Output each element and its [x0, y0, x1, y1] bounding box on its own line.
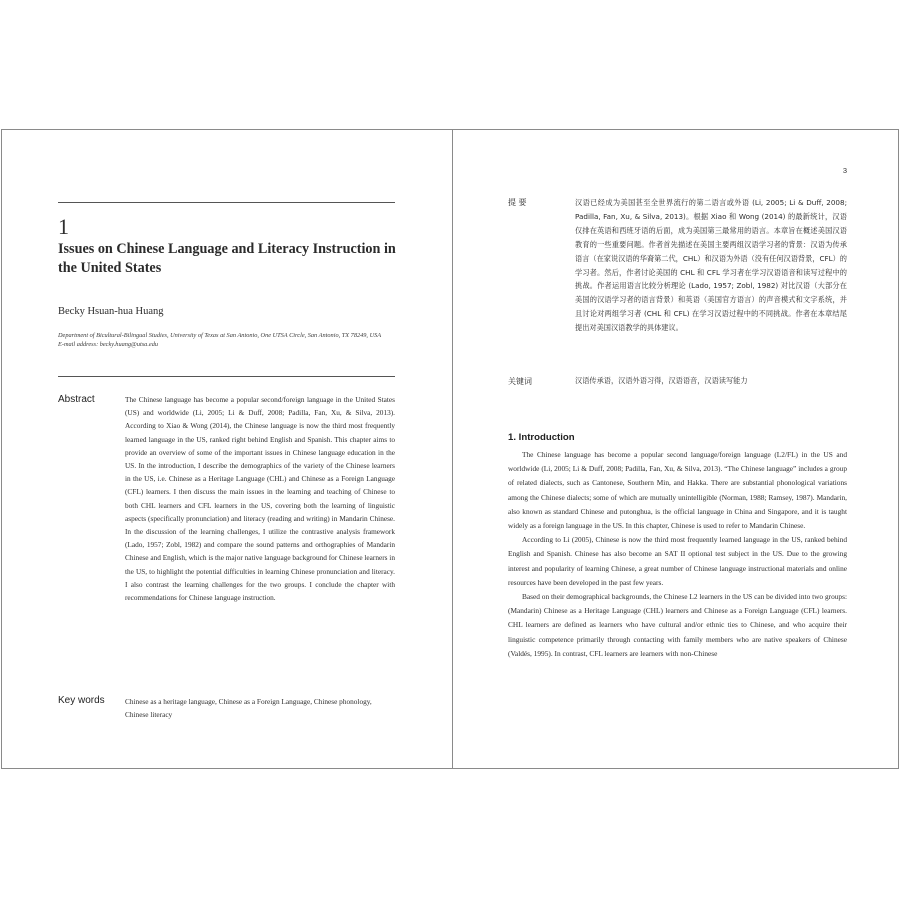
- chapter-number: 1: [58, 214, 69, 239]
- zh-abstract-text: 汉语已经成为美国甚至全世界流行的第二语言或外语 (Li, 2005; Li & Duff, 2008; Padilla, Fan, Xu, & Silva, 2013)。根据 Xiao 和 Wong (2014) 的最新统计，汉语仅排在英语和西班牙语的后面，成为美国第三最常用的语言。本章旨在概述美国汉语教育的一些重要问题。作者首先描述在美国主要两组汉语学习者的背景：汉语为传承语言（在家说汉语的华裔第二代，CHL）和汉语为外语（没有任何汉语背景，CFL）的学习者。然后，作者讨论美国的 CHL 和 CFL 学习者在学习汉语语音和读写过程中的挑战。作者运用语言比较分析理论 (Lado, 1957; Zobl, 1982) 对比汉语（大部分在美国的汉语学习者的语言背景）和英语（美国官方语言）的声音模式和文字系统，并且讨论对两组学习者 (CHL 和 CFL) 在学习汉语过程中的不同挑战。作者在本章结尾提出对美国汉语教学的具体建议。: [575, 198, 847, 333]
- zh-keywords-text: 汉语传承语，汉语外语习得，汉语语音，汉语读写能力: [575, 376, 748, 385]
- intro-paragraph: According to Li (2005), Chinese is now the third most frequently learned language in the US, ranked behind English and Spanish. Chinese has also become an SAT II optional test subject in the US. Due to the growing interest and popularity of learning Chinese, a great number of Chinese language instructional materials and online resources have been developed in the past few years.: [508, 535, 847, 587]
- author-name: Becky Hsuan-hua Huang: [58, 306, 164, 317]
- keywords-heading: Key words: [58, 695, 105, 706]
- chapter-title: Issues on Chinese Language and Literacy Instruction in the United States: [58, 241, 396, 276]
- abstract-text: The Chinese language has become a popular second/foreign language in the United States (US) and worldwide (Li, 2005; Li & Duff, 2008; Padilla, Fan, Xu, & Silva, 2013). According to Xiao & Wong (2014), the Chinese language is now the third most frequently learned language in the US, ranked right behind English and Spanish. This chapter aims to provide an overview of some of the important issues in Chinese language education in the US. In the introduction, I describe the demographics of the variety of the Chinese learners in the US, i.e. Chinese as a Heritage Language (CHL) and Chinese as a Foreign Language (CFL) learners. I then discuss the main issues in the learning and teaching of Chinese to both CHL learners and CFL learners in the US, covering both the learning of linguistic aspects (specifically pronunciation) and literacy (reading and writing) in Mandarin Chinese. In the discussion of the learning challenges, I utilize the contrastive analysis framework (Lado, 1957; Zobl, 1982) and compare the sound patterns and orthographies of Mandarin Chinese and English, which is the major native language background for Chinese learners in the US, to highlight the potential difficulties in learning Chinese pronunciation and literacy. I also contrast the learning challenges for the two groups. I conclude the chapter with recommendations for Chinese language instruction.: [125, 395, 395, 603]
- zh-keywords-heading: 关键词: [508, 377, 532, 386]
- right-page: [453, 130, 899, 768]
- page-number: 3: [842, 166, 847, 175]
- section-title: 1. Introduction: [508, 432, 575, 443]
- affiliation-text: Department of Bicultural-Bilingual Studies, University of Texas at San Antonio, One UTSA Circle, San Antonio, TX 78249, USA: [58, 332, 382, 339]
- abstract-heading: Abstract: [58, 394, 95, 405]
- top-rule: [58, 202, 395, 203]
- header-divider: [58, 376, 395, 377]
- author-email: E-mail address: becky.huang@utsa.edu: [58, 341, 158, 348]
- intro-paragraph: The Chinese language has become a popular second language/foreign language (L2/FL) in the US and worldwide (Li, 2005; Li & Duff, 2008; Padilla, Fan, Xu, & Silva, 2013). “The Chinese language” includes a group of related dialects, such as Cantonese, Southern Min, and Hakka. There are substantial phonological variations among the Chinese dialects; some of which are mutually unintelligible (Norman, 1988; Ramsey, 1987). Mandarin, also known as standard Chinese and putonghua, is the official language in China and Singapore, and it is taught widely as a foreign language in the US. In this chapter, Chinese is used to refer to Mandarin Chinese.: [508, 450, 847, 531]
- introduction-body: [508, 448, 847, 661]
- author-affiliation: [58, 331, 398, 349]
- book-spread: [1, 129, 899, 769]
- left-page: [2, 130, 452, 768]
- zh-abstract-heading: 提 要: [508, 198, 527, 207]
- intro-paragraph: Based on their demographical backgrounds, the Chinese L2 learners in the US can be divided into two groups: (Mandarin) Chinese as a Heritage Language (CHL) learners and Chinese as a Foreign Language (CFL) learners. CHL learners are defined as learners who have cultural and/or ethnic ties to Chinese, and who acquire their linguistic competence primarily through contacting with family members who are native speakers of Chinese (Valdés, 1995). In contrast, CFL learners are learners with non-Chinese: [508, 592, 847, 658]
- keywords-text: Chinese as a heritage language, Chinese as a Foreign Language, Chinese phonology, Chinese literacy: [125, 697, 372, 719]
